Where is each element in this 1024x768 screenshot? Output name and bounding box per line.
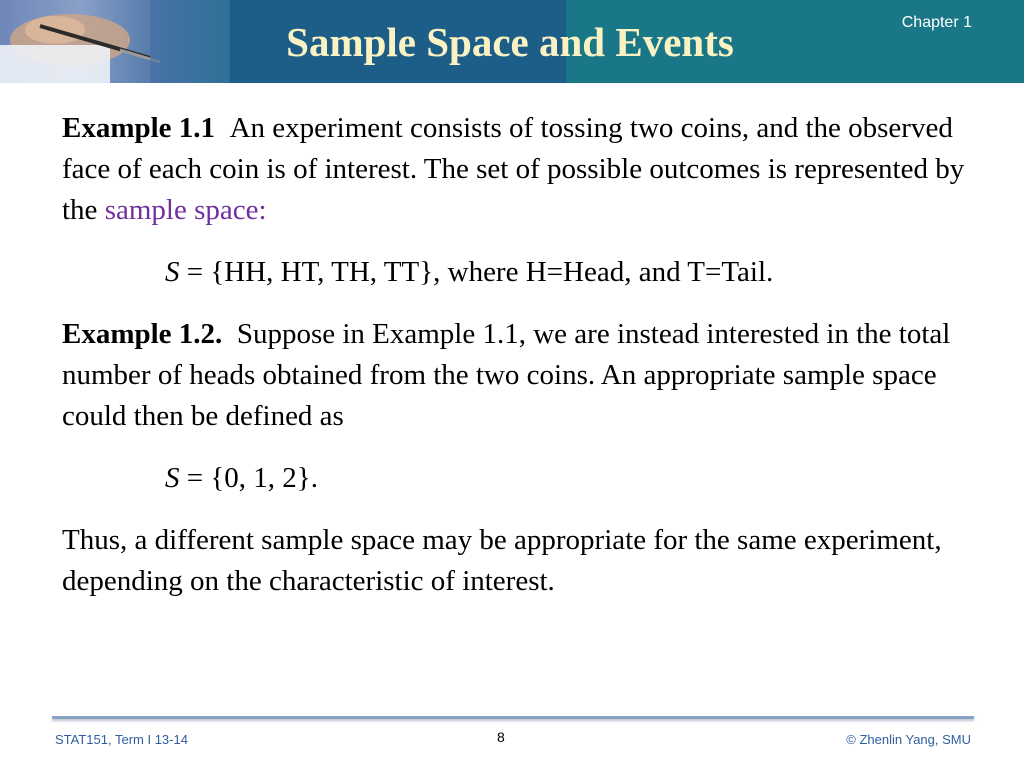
example-1-2-label: Example 1.2.: [62, 318, 223, 350]
formula-1-variable: S: [165, 256, 180, 288]
footer-divider: [52, 716, 974, 719]
example-1-1-text: An experiment consists of tossing two coins, and the observed face of each coin is of interest. The set of possible outcomes is represented by the: [62, 112, 965, 226]
formula-1-set: = {HH, HT, TH, TT}, where H=Head, and T=Tail.: [179, 256, 774, 288]
conclusion-paragraph: Thus, a different sample space may be appropriate for the same experiment, depending on the characteristic of interest.: [62, 524, 942, 597]
footer-copyright: © Zhenlin Yang, SMU: [846, 732, 971, 747]
chapter-label: Chapter 1: [901, 14, 972, 31]
sample-space-term: sample space:: [104, 194, 267, 226]
example-1-2-paragraph: [62, 314, 987, 437]
slide-body: [62, 108, 987, 623]
footer-page-number: 8: [497, 729, 505, 745]
example-1-1-paragraph: [62, 108, 987, 231]
example-1-2-text: Suppose in Example 1.1, we are instead interested in the total number of heads obtained from the two coins. An appropriate sample space could then be defined as: [62, 318, 951, 432]
header-bar: [0, 0, 1024, 83]
footer-course: STAT151, Term I 13-14: [55, 732, 188, 747]
sample-space-formula-1: [62, 252, 987, 293]
sample-space-formula-2: [62, 458, 987, 499]
formula-2-set: = {0, 1, 2}.: [179, 462, 318, 494]
example-1-1-label: Example 1.1: [62, 112, 216, 144]
hand-with-pen-icon: [0, 0, 230, 83]
header-photo-image: [0, 0, 230, 83]
formula-2-variable: S: [165, 462, 180, 494]
slide-title: Sample Space and Events: [286, 19, 734, 65]
